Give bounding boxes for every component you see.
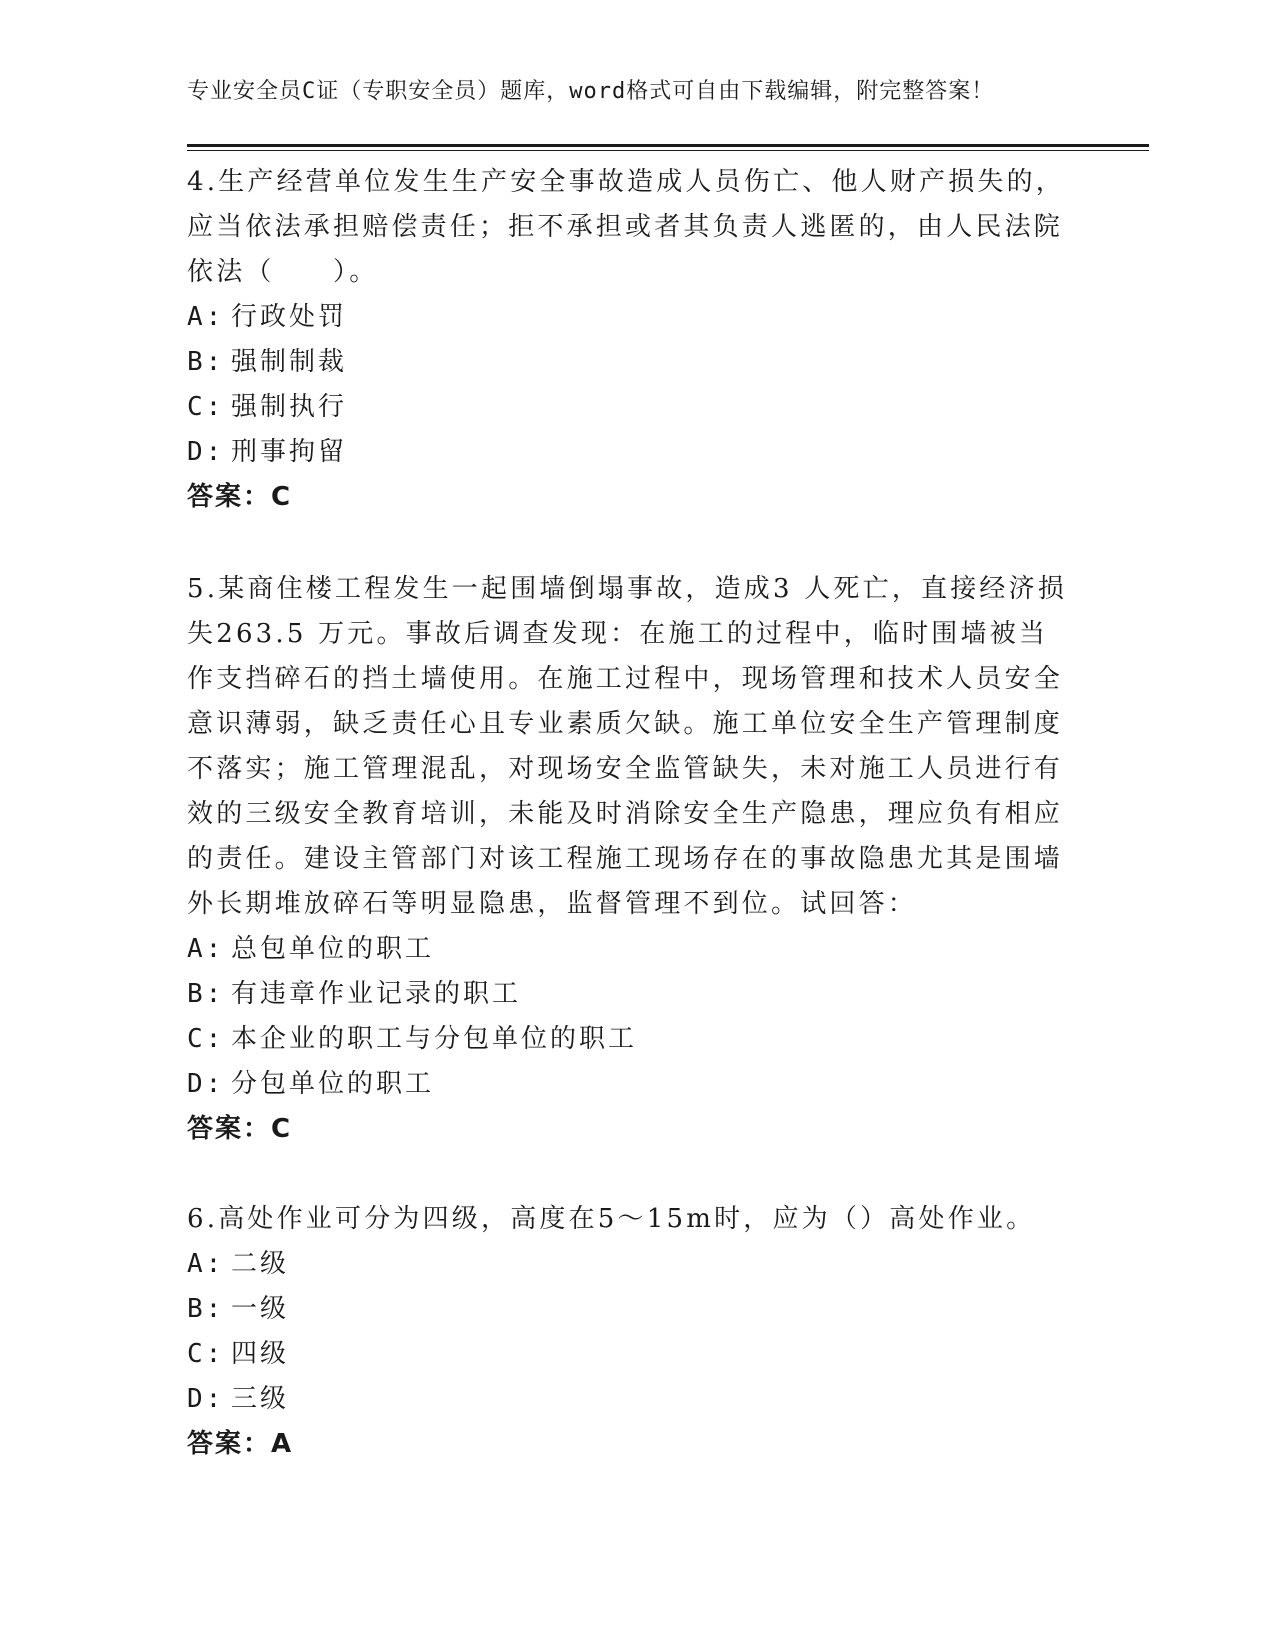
option-b — [187, 1287, 1067, 1332]
option-text: 一级 — [231, 1294, 290, 1324]
question-gap — [187, 520, 1067, 567]
answer-line: 答案：A — [187, 1429, 294, 1459]
option-text: 强制制裁 — [231, 347, 348, 377]
question-text: 5.某商住楼工程发生一起围墙倒塌事故，造成3 人死亡，直接经济损失263.5 万元。事故后调查发现：在施工的过程中，临时围墙被当作支挡碎石的挡土墙使用。在施工过程中，现场管理和技术人员安全意识薄弱，缺乏责任心且专业素质欠缺。施工单位安全生产管理制度不落实；施工管理混乱，对现场安全监管缺失，未对施工人员进行有效的三级安全教育培训，未能及时消除安全生产隐患，理应负有相应的责任。建设主管部门对该工程施工现场存在的事故隐患尤其是围墙外长期堆放碎石等明显隐患，监督管理不到位。试回答： — [187, 574, 1068, 919]
option-text: 四级 — [231, 1339, 290, 1369]
option-c — [187, 1017, 1067, 1062]
option-text: 有违章作业记录的职工 — [231, 979, 522, 1009]
question-list — [187, 160, 1067, 1467]
option-key: D: — [187, 1384, 225, 1414]
option-text: 强制执行 — [231, 392, 348, 422]
option-text: 本企业的职工与分包单位的职工 — [231, 1024, 638, 1054]
option-a — [187, 1242, 1067, 1287]
option-c — [187, 385, 1067, 430]
option-a — [187, 927, 1067, 972]
option-text: 刑事拘留 — [231, 437, 348, 467]
option-key: C: — [187, 392, 225, 422]
option-key: C: — [187, 1339, 225, 1369]
question-text: 6.高处作业可分为四级，高度在5～15m时，应为（）高处作业。 — [187, 1204, 1036, 1234]
header-rule-thick — [187, 144, 1149, 147]
option-a — [187, 295, 1067, 340]
option-c — [187, 1332, 1067, 1377]
header-rule-thin — [187, 150, 1149, 151]
option-key: A: — [187, 302, 225, 332]
option-key: B: — [187, 979, 225, 1009]
option-key: A: — [187, 1249, 225, 1279]
option-key: B: — [187, 347, 225, 377]
option-key: A: — [187, 934, 225, 964]
option-text: 总包单位的职工 — [231, 934, 435, 964]
option-text: 二级 — [231, 1249, 290, 1279]
option-text: 三级 — [231, 1384, 290, 1414]
option-d — [187, 1062, 1067, 1107]
option-key: B: — [187, 1294, 225, 1324]
option-key: D: — [187, 1069, 225, 1099]
option-text: 分包单位的职工 — [231, 1069, 435, 1099]
answer-line: 答案：C — [187, 482, 293, 512]
option-d — [187, 430, 1067, 475]
question-6 — [187, 1197, 1067, 1467]
option-key: C: — [187, 1024, 225, 1054]
option-b — [187, 972, 1067, 1017]
question-gap — [187, 1152, 1067, 1197]
question-text: 4.生产经营单位发生生产安全事故造成人员伤亡、他人财产损失的，应当依法承担赔偿责任；拒不承担或者其负责人逃匿的，由人民法院依法（ ）。 — [187, 167, 1066, 287]
question-5 — [187, 567, 1067, 1152]
option-key: D: — [187, 437, 225, 467]
option-b — [187, 340, 1067, 385]
option-text: 行政处罚 — [231, 302, 348, 332]
question-4 — [187, 160, 1067, 520]
option-d — [187, 1377, 1067, 1422]
page-header: 专业安全员C证（专职安全员）题库，word格式可自由下载编辑，附完整答案！ — [187, 79, 995, 104]
answer-line: 答案：C — [187, 1114, 293, 1144]
